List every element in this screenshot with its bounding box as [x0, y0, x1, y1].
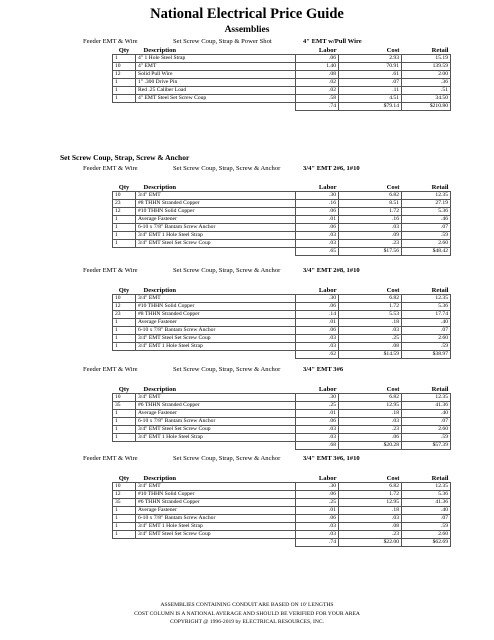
- cell-description: Average Fastener: [136, 410, 296, 418]
- cell-retail: 2.00: [402, 71, 451, 79]
- total-cost: $20.28: [339, 442, 402, 450]
- total-labor: .65: [296, 248, 339, 256]
- cell-labor: .02: [296, 87, 339, 95]
- assembly-code: 3/4" EMT 2#8, 1#10: [303, 267, 360, 274]
- table-row: [113, 410, 451, 418]
- cell-retail: 2.60: [402, 531, 451, 539]
- footer-line: COST COLUMN IS A NATIONAL AVERAGE AND SHOULD BE VERIFIED FOR YOUR AREA: [134, 610, 360, 617]
- cell-description: 4" EMT Steel Set Screw Coup: [136, 95, 296, 103]
- assembly-category: Feeder EMT & Wire: [83, 366, 138, 373]
- cell-cost: .16: [339, 216, 402, 224]
- footer-line: COPYRIGHT @ 1996-2019 by ELECTRICAL RESOURCES, INC.: [169, 619, 324, 625]
- assembly-table: [112, 472, 451, 547]
- cell-description: 3/4" EMT 1 Hole Steel Strap: [136, 343, 296, 351]
- cell-labor: .06: [296, 418, 339, 426]
- cell-qty: 10: [113, 192, 136, 200]
- cell-labor: .08: [296, 71, 339, 79]
- total-spacer: [113, 351, 136, 359]
- cell-description: #6 THHN Stranded Copper: [136, 402, 296, 410]
- cell-description: #10 THHN Solid Copper: [136, 303, 296, 311]
- table-row: [113, 192, 451, 200]
- assembly-description: Set Screw Coup, Strap, Screw & Anchor: [173, 366, 281, 373]
- cell-qty: 35: [113, 499, 136, 507]
- cell-qty: 1: [113, 240, 136, 248]
- assembly-table: [112, 181, 451, 256]
- cell-retail: .40: [402, 410, 451, 418]
- table-row: [113, 295, 451, 303]
- table-row: [113, 531, 451, 539]
- assembly-table: [112, 44, 451, 111]
- total-spacer: [136, 539, 296, 547]
- table-row: [113, 224, 451, 232]
- column-header-labor: Labor: [318, 386, 337, 393]
- cell-description: 3/4" EMT 1 Hole Steel Strap: [136, 523, 296, 531]
- table-row: [113, 523, 451, 531]
- cell-retail: .07: [402, 224, 451, 232]
- total-spacer: [136, 103, 296, 111]
- cell-qty: 12: [113, 491, 136, 499]
- column-header-cost: Cost: [386, 386, 400, 393]
- assembly-description: Set Screw Coup, Strap, Screw & Anchor: [173, 455, 281, 462]
- total-retail: $38.97: [402, 351, 451, 359]
- cell-cost: 6.82: [339, 192, 402, 200]
- cell-cost: .23: [339, 531, 402, 539]
- total-row: [113, 351, 451, 359]
- cell-description: #10 THHN Solid Copper: [136, 491, 296, 499]
- cell-qty: 1: [113, 95, 136, 103]
- table-row: [113, 311, 451, 319]
- cell-description: #8 THHN Stranded Copper: [136, 200, 296, 208]
- total-spacer: [113, 103, 136, 111]
- cell-cost: .18: [339, 319, 402, 327]
- cell-description: Average Fastener: [136, 507, 296, 515]
- cell-labor: .30: [296, 192, 339, 200]
- column-header-cost: Cost: [386, 184, 400, 191]
- cell-cost: .08: [339, 523, 402, 531]
- table-row: [113, 335, 451, 343]
- cell-cost: .06: [339, 434, 402, 442]
- column-header-retail: Retail: [431, 287, 449, 294]
- cell-labor: .03: [296, 523, 339, 531]
- cell-labor: .06: [296, 224, 339, 232]
- total-spacer: [136, 248, 296, 256]
- cell-cost: .23: [339, 426, 402, 434]
- cell-retail: .59: [402, 343, 451, 351]
- table-row: [113, 95, 451, 103]
- cell-labor: .01: [296, 410, 339, 418]
- cell-qty: 1: [113, 523, 136, 531]
- table-header-row: [113, 383, 451, 394]
- total-spacer: [136, 442, 296, 450]
- cell-qty: 1: [113, 79, 136, 87]
- cell-description: 3/4" EMT Steel Set Screw Coup: [136, 531, 296, 539]
- cell-labor: .30: [296, 295, 339, 303]
- table-row: [113, 216, 451, 224]
- cell-cost: 1.72: [339, 303, 402, 311]
- table-row: [113, 327, 451, 335]
- cell-description: 3/4" EMT 1 Hole Steel Strap: [136, 434, 296, 442]
- cell-cost: 12.95: [339, 499, 402, 507]
- cell-qty: 1: [113, 434, 136, 442]
- cell-retail: 41.36: [402, 499, 451, 507]
- cell-description: 3/4" EMT Steel Set Screw Coup: [136, 335, 296, 343]
- cell-labor: .03: [296, 434, 339, 442]
- cell-retail: 139.59: [402, 63, 451, 71]
- assembly-description: Set Screw Coup, Strap & Power Shot: [173, 38, 272, 45]
- cell-cost: .08: [339, 343, 402, 351]
- table-header-row: [113, 44, 451, 55]
- column-header-cost: Cost: [386, 475, 400, 482]
- table-row: [113, 434, 451, 442]
- total-row: [113, 103, 451, 111]
- total-cost: $22.00: [339, 539, 402, 547]
- cell-description: 3/4" EMT: [136, 295, 296, 303]
- cell-cost: 1.72: [339, 491, 402, 499]
- table-row: [113, 491, 451, 499]
- cell-description: 4" EMT: [136, 63, 296, 71]
- assembly-category: Feeder EMT & Wire: [83, 165, 138, 172]
- cell-retail: 2.60: [402, 240, 451, 248]
- cell-retail: 41.36: [402, 402, 451, 410]
- total-cost: $79.14: [339, 103, 402, 111]
- cell-labor: .25: [296, 402, 339, 410]
- table-row: [113, 499, 451, 507]
- cell-cost: .03: [339, 515, 402, 523]
- column-header-retail: Retail: [431, 47, 449, 54]
- cell-retail: .40: [402, 507, 451, 515]
- cell-retail: 27.19: [402, 200, 451, 208]
- cell-labor: .03: [296, 335, 339, 343]
- cell-cost: 70.91: [339, 63, 402, 71]
- total-retail: $210.80: [402, 103, 451, 111]
- page-title: National Electrical Price Guide: [150, 6, 344, 22]
- column-header-description: Description: [143, 184, 177, 191]
- cell-cost: 8.51: [339, 200, 402, 208]
- cell-description: #8 THHN Stranded Copper: [136, 311, 296, 319]
- cell-qty: 1: [113, 224, 136, 232]
- column-header-retail: Retail: [431, 475, 449, 482]
- cell-retail: 5.36: [402, 208, 451, 216]
- cell-retail: 5.36: [402, 491, 451, 499]
- total-retail: $62.69: [402, 539, 451, 547]
- table-row: [113, 200, 451, 208]
- cell-qty: 1: [113, 531, 136, 539]
- cell-qty: 12: [113, 303, 136, 311]
- total-labor: .74: [296, 539, 339, 547]
- cell-cost: 6.82: [339, 483, 402, 491]
- cell-retail: .59: [402, 523, 451, 531]
- cell-retail: .59: [402, 232, 451, 240]
- cell-labor: .06: [296, 55, 339, 63]
- cell-retail: 34.50: [402, 95, 451, 103]
- cell-labor: 1.40: [296, 63, 339, 71]
- assembly-category: Feeder EMT & Wire: [83, 38, 138, 45]
- cell-cost: .07: [339, 79, 402, 87]
- cell-labor: .03: [296, 240, 339, 248]
- column-header-description: Description: [143, 47, 177, 54]
- cell-labor: .58: [296, 95, 339, 103]
- column-header-cost: Cost: [386, 287, 400, 294]
- cell-cost: .03: [339, 327, 402, 335]
- cell-cost: 4.51: [339, 95, 402, 103]
- cell-cost: .11: [339, 87, 402, 95]
- cell-description: 3/4" EMT: [136, 394, 296, 402]
- total-row: [113, 539, 451, 547]
- cell-cost: 1.72: [339, 208, 402, 216]
- total-cost: $17.56: [339, 248, 402, 256]
- column-header-description: Description: [143, 475, 177, 482]
- cell-retail: 12.35: [402, 295, 451, 303]
- table-row: [113, 418, 451, 426]
- cell-retail: 2.60: [402, 426, 451, 434]
- cell-retail: 12.35: [402, 192, 451, 200]
- assembly-table: [112, 284, 451, 359]
- cell-qty: 1: [113, 507, 136, 515]
- cell-labor: .30: [296, 483, 339, 491]
- total-retail: $48.42: [402, 248, 451, 256]
- table-row: [113, 232, 451, 240]
- cell-description: Solid Pull Wire: [136, 71, 296, 79]
- cell-cost: .18: [339, 410, 402, 418]
- cell-cost: .61: [339, 71, 402, 79]
- assembly-code: 3/4" EMT 3#6: [303, 366, 344, 373]
- column-header-labor: Labor: [318, 287, 337, 294]
- cell-qty: 1: [113, 410, 136, 418]
- cell-retail: .07: [402, 515, 451, 523]
- assembly-code: 4" EMT w/Pull Wire: [303, 38, 362, 45]
- cell-cost: 5.53: [339, 311, 402, 319]
- column-header-qty: Qty: [118, 475, 130, 482]
- cell-retail: 12.35: [402, 483, 451, 491]
- table-row: [113, 303, 451, 311]
- cell-qty: 12: [113, 71, 136, 79]
- cell-cost: .18: [339, 507, 402, 515]
- cell-retail: 5.36: [402, 303, 451, 311]
- cell-cost: 6.82: [339, 394, 402, 402]
- cell-labor: .03: [296, 232, 339, 240]
- assembly-category: Feeder EMT & Wire: [83, 455, 138, 462]
- cell-qty: 10: [113, 394, 136, 402]
- cell-description: #10 THHN Solid Copper: [136, 208, 296, 216]
- footer: [0, 601, 494, 627]
- cell-description: 6-10 x 7/8" Bantam Screw Anchor: [136, 515, 296, 523]
- table-row: [113, 483, 451, 491]
- cell-qty: 1: [113, 232, 136, 240]
- cell-description: 1" .300 Drive Pin: [136, 79, 296, 87]
- column-header-description: Description: [143, 287, 177, 294]
- table-row: [113, 79, 451, 87]
- column-header-qty: Qty: [118, 184, 130, 191]
- assembly-description: Set Screw Coup, Strap, Screw & Anchor: [173, 165, 281, 172]
- column-header-cost: Cost: [386, 47, 400, 54]
- cell-description: #6 THHN Stranded Copper: [136, 499, 296, 507]
- cell-qty: 1: [113, 426, 136, 434]
- total-spacer: [136, 351, 296, 359]
- total-row: [113, 442, 451, 450]
- cell-cost: .09: [339, 232, 402, 240]
- cell-description: 4" 1 Hole Steel Strap: [136, 55, 296, 63]
- cell-labor: .30: [296, 394, 339, 402]
- column-header-qty: Qty: [118, 47, 130, 54]
- cell-labor: .06: [296, 208, 339, 216]
- total-spacer: [113, 248, 136, 256]
- cell-description: 3/4" EMT: [136, 192, 296, 200]
- column-header-description: Description: [143, 386, 177, 393]
- cell-labor: .01: [296, 319, 339, 327]
- total-retail: $57.39: [402, 442, 451, 450]
- cell-description: 6-10 x 7/8" Bantam Screw Anchor: [136, 327, 296, 335]
- total-spacer: [113, 539, 136, 547]
- total-labor: .68: [296, 442, 339, 450]
- total-labor: .62: [296, 351, 339, 359]
- table-row: [113, 507, 451, 515]
- cell-qty: 1: [113, 343, 136, 351]
- cell-labor: .06: [296, 515, 339, 523]
- cell-retail: .51: [402, 87, 451, 95]
- cell-labor: .03: [296, 531, 339, 539]
- cell-qty: 1: [113, 216, 136, 224]
- table-row: [113, 394, 451, 402]
- cell-labor: .25: [296, 499, 339, 507]
- cell-qty: 10: [113, 295, 136, 303]
- cell-labor: .06: [296, 303, 339, 311]
- cell-qty: 1: [113, 87, 136, 95]
- column-header-labor: Labor: [318, 47, 337, 54]
- cell-cost: 12.95: [339, 402, 402, 410]
- table-row: [113, 402, 451, 410]
- cell-labor: .16: [296, 200, 339, 208]
- cell-cost: 6.82: [339, 295, 402, 303]
- cell-retail: .36: [402, 79, 451, 87]
- cell-description: 3/4" EMT Steel Set Screw Coup: [136, 426, 296, 434]
- cell-qty: 10: [113, 483, 136, 491]
- column-header-qty: Qty: [118, 287, 130, 294]
- cell-retail: .40: [402, 319, 451, 327]
- cell-description: 3/4" EMT Steel Set Screw Coup: [136, 240, 296, 248]
- table-header-row: [113, 472, 451, 483]
- cell-description: 6-10 x 7/8" Bantam Screw Anchor: [136, 418, 296, 426]
- cell-qty: 1: [113, 319, 136, 327]
- cell-labor: .01: [296, 507, 339, 515]
- cell-qty: 35: [113, 402, 136, 410]
- cell-cost: .03: [339, 224, 402, 232]
- total-row: [113, 248, 451, 256]
- table-row: [113, 240, 451, 248]
- table-row: [113, 63, 451, 71]
- cell-qty: 10: [113, 63, 136, 71]
- cell-qty: 1: [113, 515, 136, 523]
- cell-description: Average Fastener: [136, 216, 296, 224]
- table-row: [113, 319, 451, 327]
- cell-cost: 2.93: [339, 55, 402, 63]
- assembly-category: Feeder EMT & Wire: [83, 267, 138, 274]
- table-header-row: [113, 284, 451, 295]
- table-row: [113, 343, 451, 351]
- cell-retail: 2.60: [402, 335, 451, 343]
- cell-labor: .06: [296, 491, 339, 499]
- cell-labor: .06: [296, 327, 339, 335]
- cell-description: Red .25 Caliber Load: [136, 87, 296, 95]
- cell-retail: .07: [402, 327, 451, 335]
- table-header-row: [113, 181, 451, 192]
- cell-description: Average Fastener: [136, 319, 296, 327]
- assembly-code: 3/4" EMT 3#6, 1#10: [303, 455, 360, 462]
- cell-description: 6-10 x 7/8" Bantam Screw Anchor: [136, 224, 296, 232]
- table-row: [113, 87, 451, 95]
- cell-description: 3/4" EMT 1 Hole Steel Strap: [136, 232, 296, 240]
- cell-qty: 23: [113, 311, 136, 319]
- cell-retail: .07: [402, 418, 451, 426]
- column-header-qty: Qty: [118, 386, 130, 393]
- table-row: [113, 426, 451, 434]
- cell-qty: 1: [113, 418, 136, 426]
- cell-retail: 15.19: [402, 55, 451, 63]
- cell-cost: .25: [339, 335, 402, 343]
- cell-labor: .14: [296, 311, 339, 319]
- cell-retail: 17.74: [402, 311, 451, 319]
- cell-labor: .02: [296, 79, 339, 87]
- assembly-table: [112, 383, 451, 450]
- table-row: [113, 208, 451, 216]
- cell-retail: .59: [402, 434, 451, 442]
- assembly-description: Set Screw Coup, Strap, Screw & Anchor: [173, 267, 281, 274]
- total-cost: $14.59: [339, 351, 402, 359]
- column-header-labor: Labor: [318, 475, 337, 482]
- column-header-retail: Retail: [431, 386, 449, 393]
- total-spacer: [113, 442, 136, 450]
- assembly-code: 3/4" EMT 2#6, 1#10: [303, 165, 360, 172]
- page-subtitle: Assemblies: [224, 25, 270, 35]
- cell-description: 3/4" EMT: [136, 483, 296, 491]
- column-header-labor: Labor: [318, 184, 337, 191]
- table-row: [113, 55, 451, 63]
- cell-labor: .03: [296, 343, 339, 351]
- cell-qty: 12: [113, 208, 136, 216]
- cell-qty: 23: [113, 200, 136, 208]
- cell-cost: .23: [339, 240, 402, 248]
- section-heading: Set Screw Coup, Strap, Screw & Anchor: [60, 153, 190, 162]
- cell-retail: .46: [402, 216, 451, 224]
- total-labor: .74: [296, 103, 339, 111]
- column-header-retail: Retail: [431, 184, 449, 191]
- cell-labor: .01: [296, 216, 339, 224]
- cell-labor: .03: [296, 426, 339, 434]
- cell-qty: 1: [113, 327, 136, 335]
- cell-qty: 1: [113, 55, 136, 63]
- table-row: [113, 71, 451, 79]
- cell-qty: 1: [113, 335, 136, 343]
- footer-line: ASSEMBLIES CONTAINING CONDUIT ARE BASED ON 10' LENGTHS: [160, 602, 334, 608]
- cell-retail: 12.35: [402, 394, 451, 402]
- table-row: [113, 515, 451, 523]
- cell-cost: .03: [339, 418, 402, 426]
